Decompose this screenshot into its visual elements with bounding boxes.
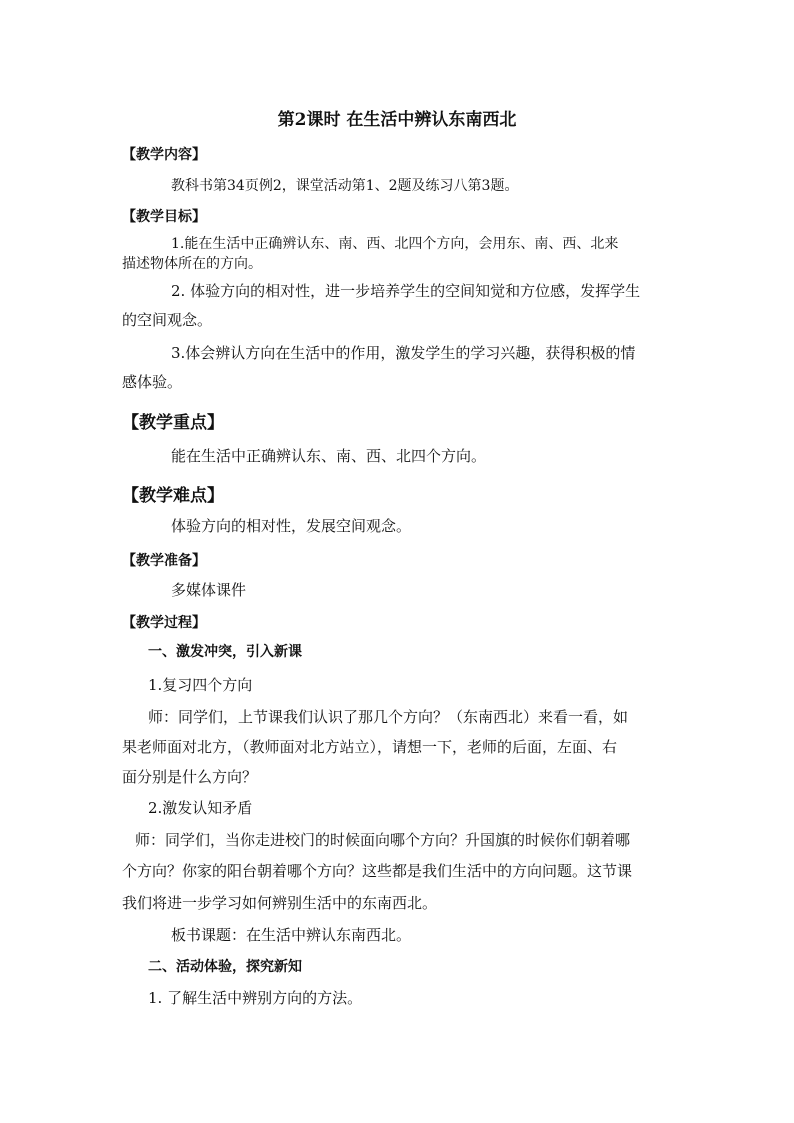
goal-1-line-1: 1.能在生活中正确辨认东、南、西、北四个方向，会用东、南、西、北来 (171, 236, 619, 252)
goal-1-line-2: 描述物体所在的方向。 (122, 256, 262, 272)
process-part-2-title: 二、活动体验，探究新知 (148, 959, 302, 975)
process-part-1-title: 一、激发冲突，引入新课 (148, 644, 302, 660)
difficulties-text: 体验方向的相对性，发展空间观念。 (171, 517, 412, 535)
process-item-1-para-line-2: 果老师面对北方，（教师面对北方站立），请想一下，老师的后面，左面、右 (122, 738, 618, 756)
process-item-1-para-line-1: 师：同学们，上节课我们认识了那几个方向？（东南西北）来看一看，如 (148, 708, 629, 726)
process-item-2: 2.激发认知矛盾 (148, 799, 253, 817)
heading-difficulties: 【教学难点】 (122, 486, 224, 506)
goal-3-line-1: 3.体会辨认方向在生活中的作用，激发学生的学习兴趣，获得积极的情 (171, 344, 636, 362)
process-item-2-para-line-2: 个方向？你家的阳台朝着哪个方向？这些都是我们生活中的方向问题。这节课 (122, 862, 633, 880)
process-board-title: 板书课题：在生活中辨认东南西北。 (171, 926, 412, 944)
heading-key-points: 【教学重点】 (122, 413, 224, 433)
process-item-1: 1.复习四个方向 (148, 676, 253, 694)
heading-preparation: 【教学准备】 (122, 553, 206, 569)
key-points-text: 能在生活中正确辨认东、南、西、北四个方向。 (171, 447, 487, 465)
heading-process: 【教学过程】 (122, 615, 206, 631)
preparation-text: 多媒体课件 (171, 581, 247, 599)
heading-teaching-content: 【教学内容】 (122, 147, 206, 163)
process-part-2-item-1: 1. 了解生活中辨别方向的方法。 (148, 989, 363, 1007)
page-title: 第2课时 在生活中辨认东南西北 (277, 110, 517, 130)
goal-2-line-2: 的空间观念。 (122, 311, 213, 329)
process-item-1-para-line-3: 面分别是什么方向？ (122, 768, 258, 786)
process-item-2-para-line-3: 我们将进一步学习如何辨别生活中的东南西北。 (122, 894, 438, 912)
heading-teaching-goals: 【教学目标】 (122, 209, 206, 225)
process-item-2-para-line-1: 师：同学们，当你走进校门的时候面向哪个方向？升国旗的时候你们朝着哪 (135, 831, 631, 849)
goal-2-line-1: 2. 体验方向的相对性，进一步培养学生的空间知觉和方位感，发挥学生 (171, 282, 641, 300)
teaching-content-text: 教科书第34页例2，课堂活动第1、2题及练习八第3题。 (171, 178, 519, 194)
goal-3-line-2: 感体验。 (122, 373, 183, 391)
